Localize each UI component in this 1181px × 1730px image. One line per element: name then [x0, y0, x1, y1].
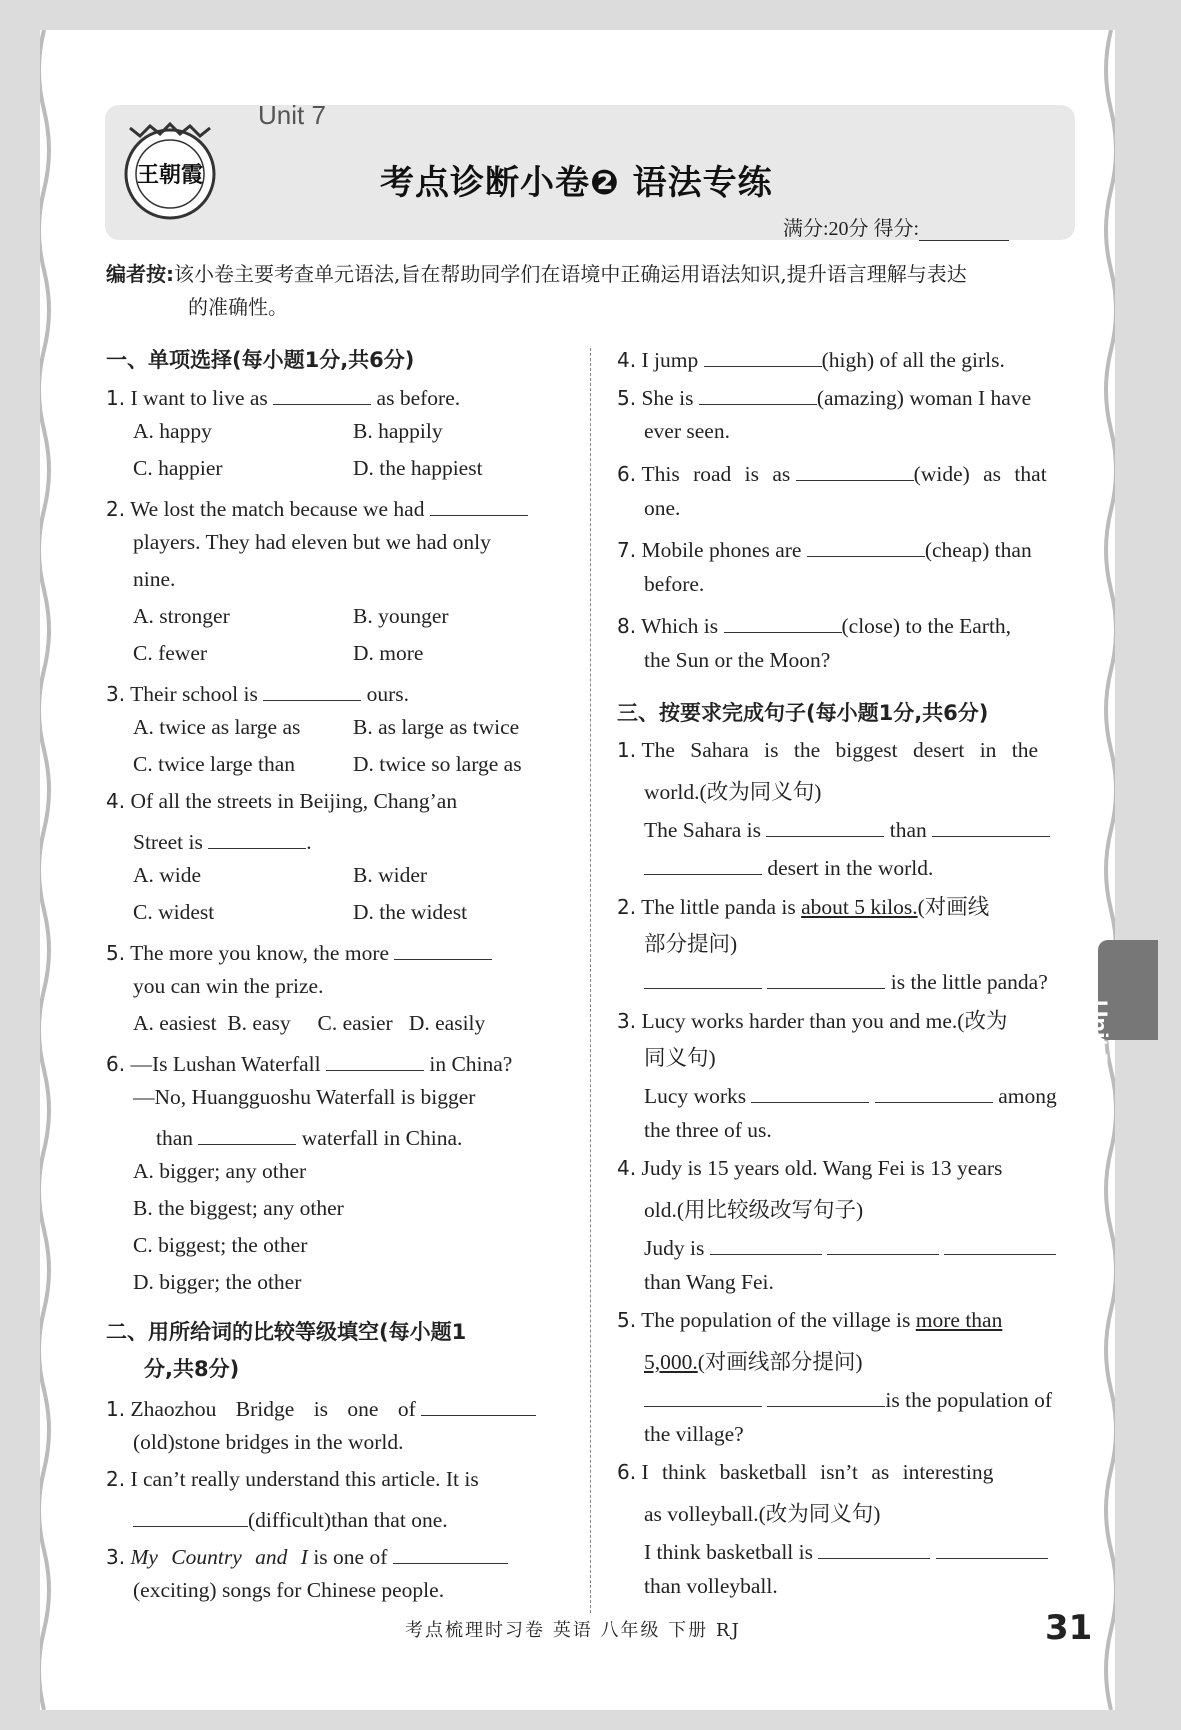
option-d[interactable]: D. bigger; the other	[133, 1270, 302, 1294]
q-number: 7.	[617, 538, 637, 562]
score-text: 满分:20分 得分:	[783, 218, 920, 240]
q-number: 2.	[106, 1467, 126, 1491]
q-number: 4.	[617, 348, 637, 372]
answer-blank[interactable]	[133, 1504, 248, 1527]
q-text: Mobile phones are	[641, 538, 802, 562]
q-text: Street is	[133, 830, 203, 854]
q-number: 3.	[106, 1545, 126, 1569]
q-text: (amazing) woman I have	[816, 386, 1032, 410]
q-text: ours.	[366, 682, 410, 706]
q-text: 同义句)	[644, 1046, 716, 1070]
answer-blank[interactable]	[430, 493, 528, 516]
q-line	[644, 1384, 1052, 1413]
side-unit-tab	[1085, 940, 1158, 1067]
answer-blank[interactable]	[724, 610, 842, 633]
q-number: 5.	[106, 941, 126, 965]
answer-blank[interactable]	[875, 1080, 993, 1103]
q-line	[133, 1504, 448, 1533]
page-title: 考点诊断小卷❷ 语法专练	[380, 163, 773, 203]
option-a[interactable]: A. stronger	[133, 604, 230, 628]
q-text: than volleyball.	[644, 1574, 778, 1598]
q-text: Judy is 15 years old. Wang Fei is 13 years	[641, 1156, 1003, 1180]
answer-blank[interactable]	[827, 1232, 939, 1255]
q-text: as before.	[376, 386, 461, 410]
option-b[interactable]: B. younger	[353, 604, 449, 628]
answer-blank[interactable]	[767, 1384, 885, 1407]
q-text: (wide) as that	[913, 462, 1047, 486]
q-number: 3.	[617, 1009, 637, 1033]
q-text: Lucy works	[644, 1084, 747, 1108]
q-text: (exciting) songs for Chinese people.	[133, 1578, 445, 1602]
question-1	[106, 382, 460, 411]
answer-blank[interactable]	[710, 1232, 822, 1255]
q-text: .	[306, 830, 312, 854]
fill-4	[617, 344, 1005, 373]
question-3	[106, 678, 409, 707]
q-text: world.(改为同义句)	[644, 780, 822, 804]
q-text: (old)stone bridges in the world.	[133, 1430, 404, 1454]
q-line	[644, 852, 933, 881]
section-3-heading: 三、按要求完成句子(每小题1分,共6分)	[617, 701, 989, 725]
sentence-3	[617, 1004, 1007, 1035]
fill-2	[106, 1467, 479, 1492]
q-text: in China?	[429, 1052, 513, 1076]
q-text: players. They had eleven but we had only	[133, 530, 491, 554]
sentence-5	[617, 1308, 1002, 1333]
question-4	[106, 789, 457, 814]
fill-3	[106, 1541, 508, 1570]
q-line	[644, 1536, 1048, 1565]
section-2-heading: 二、用所给词的比较等级填空(每小题1	[106, 1320, 467, 1344]
q-text: is the population of	[885, 1388, 1052, 1412]
answer-blank[interactable]	[767, 966, 885, 989]
question-2	[106, 493, 528, 522]
q-text: before.	[644, 572, 705, 596]
q-text: you can win the prize.	[133, 974, 324, 998]
section-1-heading: 一、单项选择(每小题1分,共6分)	[106, 348, 415, 372]
song-title: My Country and I	[130, 1545, 308, 1569]
q-text: the Sun or the Moon?	[644, 648, 831, 672]
question-5	[106, 937, 492, 966]
page-number: 31	[1045, 1608, 1093, 1648]
option-b[interactable]: B. happily	[353, 419, 443, 443]
q-text: waterfall in China.	[301, 1126, 463, 1150]
q-number: 1.	[617, 738, 637, 762]
q-number: 5.	[617, 1308, 637, 1332]
q-text: (对画线部分提问)	[697, 1350, 863, 1374]
q-text: The Sahara is the biggest desert in the	[641, 738, 1039, 762]
side-tab-label: Unit 7	[1085, 1000, 1112, 1067]
answer-blank[interactable]	[704, 344, 822, 367]
q-text: (cheap) than	[924, 538, 1032, 562]
answer-blank[interactable]	[394, 937, 492, 960]
q-text: the village?	[644, 1422, 744, 1446]
fill-5	[617, 382, 1031, 411]
note-label: 编者按:	[106, 262, 174, 286]
answer-blank[interactable]	[818, 1536, 930, 1559]
q-text: (high) of all the girls.	[821, 348, 1005, 372]
q-line	[644, 1345, 863, 1376]
q-text: We lost the match because we had	[130, 497, 425, 521]
answer-blank[interactable]	[936, 1536, 1048, 1559]
option-d[interactable]: D. more	[353, 641, 424, 665]
q-text: I think basketball isn’t as interesting	[641, 1460, 994, 1484]
sentence-1	[617, 738, 1038, 763]
q-text: than	[889, 818, 927, 842]
q-number: 2.	[617, 895, 637, 919]
answer-blank[interactable]	[421, 1393, 536, 1416]
answer-blank[interactable]	[644, 1384, 762, 1407]
sentence-2	[617, 890, 989, 921]
q-text: I jump	[641, 348, 699, 372]
editor-note	[106, 258, 1076, 324]
q-text: is one of	[313, 1545, 388, 1569]
q-text: —No, Huangguoshu Waterfall is bigger	[133, 1085, 476, 1109]
answer-blank[interactable]	[751, 1080, 869, 1103]
q-text: The Sahara is	[644, 818, 762, 842]
q-text: one.	[644, 496, 681, 520]
q-text: desert in the world.	[767, 856, 934, 880]
answer-blank[interactable]	[326, 1048, 424, 1071]
sentence-4	[617, 1156, 1002, 1181]
q-text: 部分提问)	[644, 932, 738, 956]
q-number: 1.	[106, 386, 126, 410]
column-divider	[590, 348, 591, 1613]
underlined-part: about 5 kilos.	[801, 895, 918, 919]
q-number: 8.	[617, 614, 637, 638]
q-line	[644, 1232, 1056, 1261]
option-d[interactable]: D. the widest	[353, 900, 468, 924]
question-6	[106, 1048, 512, 1077]
fill-1	[106, 1393, 536, 1422]
answer-blank[interactable]	[766, 814, 884, 837]
q-number: 6.	[617, 462, 637, 486]
q-line	[133, 826, 312, 855]
option-d[interactable]: D. twice so large as	[353, 752, 522, 776]
option-a[interactable]: A. happy	[133, 419, 212, 443]
answer-blank[interactable]	[944, 1232, 1056, 1255]
q-text: Of all the streets in Beijing, Chang’an	[130, 789, 458, 813]
answer-blank[interactable]	[807, 534, 925, 557]
q-text: Judy is	[644, 1236, 705, 1260]
answer-blank[interactable]	[393, 1541, 508, 1564]
q-text: I want to live as	[130, 386, 268, 410]
q-number: 1.	[106, 1397, 126, 1421]
q-text: Lucy works harder than you and me.(改为	[641, 1009, 1008, 1033]
answer-blank[interactable]	[699, 382, 817, 405]
underlined-part: more than	[915, 1308, 1003, 1332]
q-text: is the little panda?	[890, 970, 1048, 994]
q-text: (对画线	[917, 895, 990, 919]
option-c[interactable]: C. biggest; the other	[133, 1233, 308, 1257]
q-text: than Wang Fei.	[644, 1270, 774, 1294]
q-number: 3.	[106, 682, 126, 706]
svg-text:王朝霞: 王朝霞	[136, 162, 204, 188]
q-number: 2.	[106, 497, 126, 521]
option-c[interactable]: C. twice large than	[133, 752, 295, 776]
answer-blank[interactable]	[208, 826, 306, 849]
option-b[interactable]: B. the biggest; any other	[133, 1196, 344, 1220]
underlined-part: 5,000.	[644, 1350, 698, 1374]
q-text: nine.	[133, 567, 176, 591]
option-c[interactable]: C. fewer	[133, 641, 208, 665]
q-number: 6.	[106, 1052, 126, 1076]
q-line	[644, 1080, 1057, 1109]
answer-blank[interactable]	[198, 1122, 296, 1145]
fill-7	[617, 534, 1032, 563]
option-b[interactable]: B. as large as twice	[353, 715, 520, 739]
q-text: Their school is	[130, 682, 258, 706]
q-text: I think basketball is	[644, 1540, 813, 1564]
answer-blank[interactable]	[263, 678, 361, 701]
q-text: old.(用比较级改写句子)	[644, 1198, 864, 1222]
section-2-heading-cont: 分,共8分)	[144, 1357, 240, 1381]
sentence-6	[617, 1460, 993, 1485]
fill-6	[617, 458, 1047, 487]
option-d[interactable]: D. the happiest	[353, 456, 483, 480]
q-number: 5.	[617, 386, 637, 410]
q-text: (difficult)than that one.	[248, 1508, 448, 1532]
q-text: among	[998, 1084, 1057, 1108]
q-text: She is	[641, 386, 694, 410]
q-text: The more you know, the more	[130, 941, 390, 965]
q-text: ever seen.	[644, 419, 730, 443]
q-line	[644, 814, 1050, 843]
q-number: 6.	[617, 1460, 637, 1484]
answer-blank[interactable]	[796, 458, 914, 481]
q-line	[644, 966, 1048, 995]
option-c[interactable]: C. happier	[133, 456, 223, 480]
option-a[interactable]: A. bigger; any other	[133, 1159, 307, 1183]
q-number: 4.	[617, 1156, 637, 1180]
q-text: the three of us.	[644, 1118, 772, 1142]
option-b[interactable]: B. wider	[353, 863, 428, 887]
q-text: Which is	[641, 614, 719, 638]
q-text: The little panda is	[641, 895, 796, 919]
answer-blank[interactable]	[644, 966, 762, 989]
q-text: than	[156, 1126, 194, 1150]
q-text: —Is Lushan Waterfall	[130, 1052, 321, 1076]
score-blank[interactable]	[919, 220, 1009, 241]
options-row[interactable]: A. easiest B. easy C. easier D. easily	[133, 1011, 486, 1035]
note-line1: 该小卷主要考查单元语法,旨在帮助同学们在语境中正确运用语法知识,提升语言理解与表达	[174, 262, 967, 286]
q-text: The population of the village is	[641, 1308, 911, 1332]
q-text: I can’t really understand this article. It is	[130, 1467, 479, 1491]
option-a[interactable]: A. wide	[133, 863, 202, 887]
option-a[interactable]: A. twice as large as	[133, 715, 301, 739]
option-c[interactable]: C. widest	[133, 900, 215, 924]
footer-text: 考点梳理时习卷 英语 八年级 下册 RJ	[405, 1620, 741, 1641]
answer-blank[interactable]	[644, 852, 762, 875]
answer-blank[interactable]	[273, 382, 371, 405]
note-line2: 的准确性。	[188, 295, 288, 319]
q-text: This road is as	[641, 462, 791, 486]
q-text: Zhaozhou Bridge is one of	[130, 1397, 416, 1421]
fill-8	[617, 610, 1011, 639]
q-text: as volleyball.(改为同义句)	[644, 1502, 881, 1526]
score-line	[783, 212, 1009, 241]
q-text: (close) to the Earth,	[841, 614, 1012, 638]
publisher-seal-logo	[110, 118, 230, 230]
answer-blank[interactable]	[932, 814, 1050, 837]
unit-label: Unit 7	[258, 100, 326, 130]
q-line	[156, 1122, 462, 1151]
q-number: 4.	[106, 789, 126, 813]
